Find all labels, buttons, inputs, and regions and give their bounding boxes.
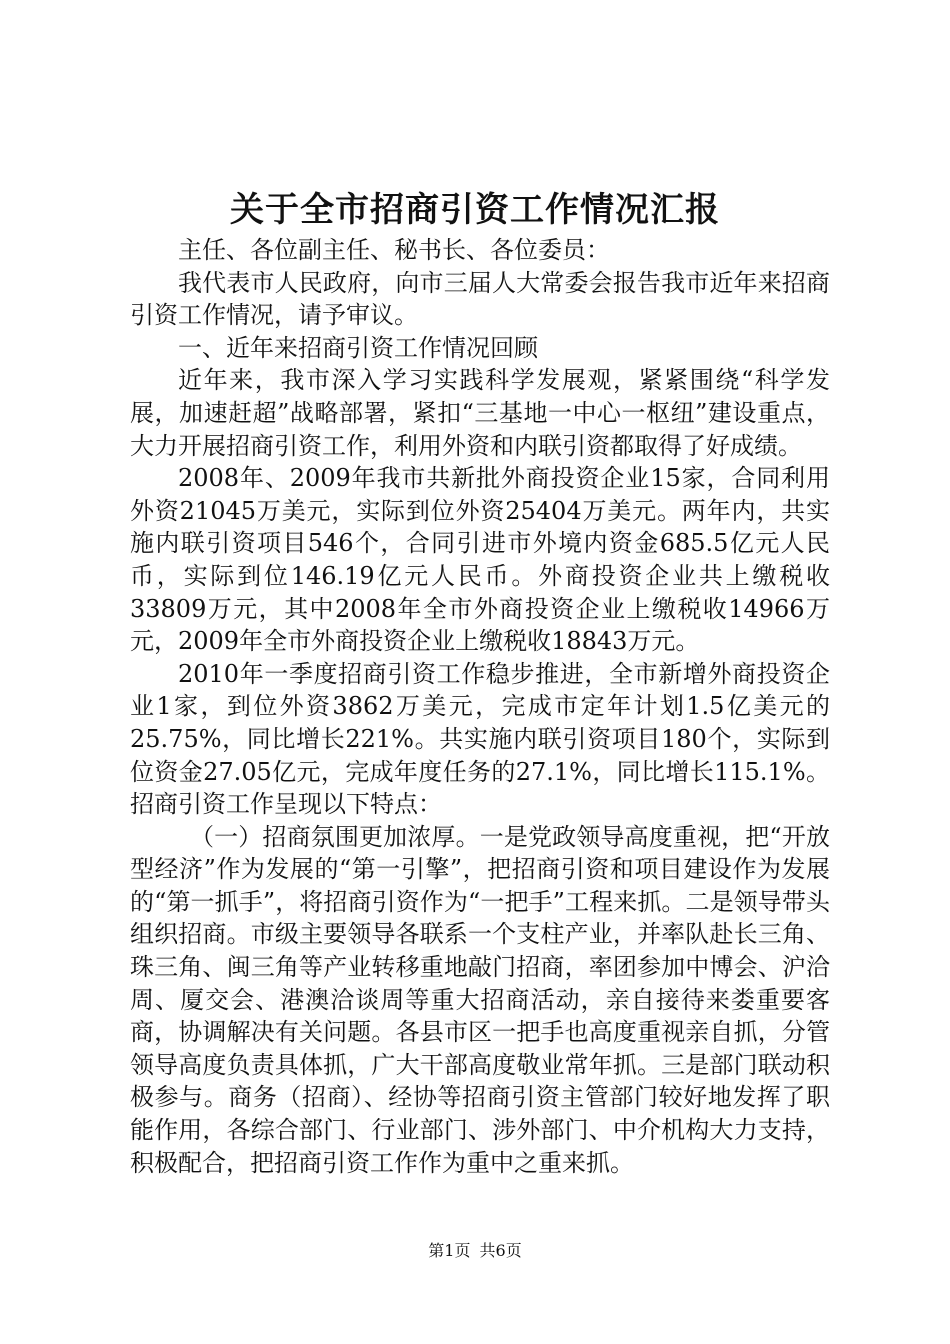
page-total: 共6页	[479, 1241, 522, 1260]
document-title: 关于全市招商引资工作情况汇报	[230, 190, 720, 230]
page-footer	[0, 1240, 950, 1262]
body-paragraph: 近年来，我市深入学习实践科学发展观，紧紧围绕“科学发展，加速赶超”战略部署，紧扣“三基地一中心一枢纽”建设重点，大力开展招商引资工作，利用外资和内联引资都取得了好成绩。	[130, 366, 830, 460]
section-heading: 一、近年来招商引资工作情况回顾	[178, 333, 538, 362]
subsection-paragraph: （一）招商氛围更加浓厚。一是党政领导高度重视，把“开放型经济”作为发展的“第一引擎”，把招商引资和项目建设作为发展的“第一抓手”，将招商引资作为“一把手”工程来抓。二是领导带头组织招商。市级主要领导各联系一个支柱产业，并率队赴长三角、珠三角、闽三角等产业转移重地敲门招商，率团参加中博会、沪洽周、厦交会、港澳洽谈周等重大招商活动，亲自接待来娄重要客商，协调解决有关问题。各县市区一把手也高度重视亲自抓，分管领导高度负责具体抓，广大干部高度敬业常年抓。三是部门联动积极参与。商务（招商）、经协等招商引资主管部门较好地发挥了职能作用，各综合部门、行业部门、涉外部门、中介机构大力支持，积极配合，把招商引资工作作为重中之重来抓。	[130, 822, 830, 1177]
page-number: 第1页	[428, 1241, 471, 1260]
document-body	[130, 234, 830, 1179]
body-paragraph: 2010年一季度招商引资工作稳步推进，全市新增外商投资企业1家，到位外资3862万美元，完成市定年计划1.5亿美元的25.75%，同比增长221%。共实施内联引资项目180个，实际到位资金27.05亿元，完成年度任务的27.1%，同比增长115.1%。招商引资工作呈现以下特点：	[130, 659, 830, 819]
salutation-paragraph: 主任、各位副主任、秘书长、各位委员：	[178, 236, 610, 264]
body-paragraph: 2008年、2009年我市共新批外商投资企业15家，合同利用外资21045万美元，实际到位外资25404万美元。两年内，共实施内联引资项目546个，合同引进市外境内资金685.5亿元人民币，实际到位146.19亿元人民币。外商投资企业共上缴税收33809万元，其中2008年全市外商投资企业上缴税收14966万元，2009年全市外商投资企业上缴税收18843万元。	[130, 464, 830, 656]
intro-paragraph: 我代表市人民政府，向市三届人大常委会报告我市近年来招商引资工作情况，请予审议。	[130, 268, 830, 330]
